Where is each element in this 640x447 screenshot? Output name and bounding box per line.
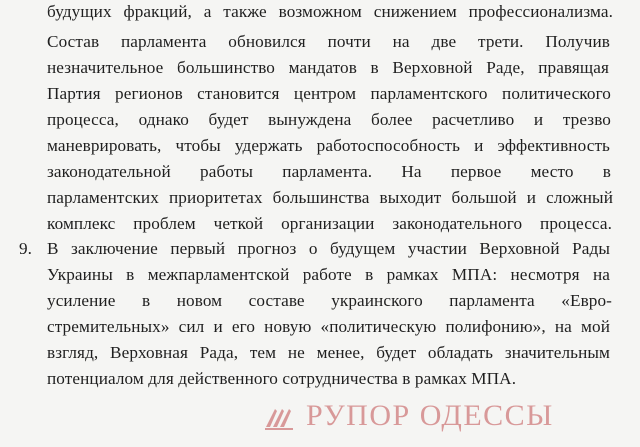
text-line: Украины в межпарламентской работе в рамках МПА: несмотря на [47, 265, 610, 284]
text-line: В заключение первый прогноз о будущем участии Верховной Рады [47, 239, 610, 258]
text-line: маневрировать, чтобы удержать работоспособность и эффективность [47, 136, 610, 155]
text-line: усиление в новом составе украинского парламента «Евро- [47, 291, 612, 310]
text-line: взгляд, Верховная Рада, тем не менее, будет обладать значительным [47, 343, 610, 362]
text-line: комплекс проблем четкой организации законодательного процесса. [47, 214, 612, 233]
text-line: будущих фракций, а также возможном снижением профессионализма. [47, 2, 613, 21]
list-item-number: 9. [19, 239, 32, 258]
watermark [262, 396, 632, 436]
text-line: Партия регионов становится центром парламентского политического [47, 84, 611, 103]
text-line: законодательной работы парламента. На первое место в [47, 162, 611, 181]
watermark-text: РУПОР ОДЕССЫ [306, 399, 554, 432]
text-line: стремительных» сил и его новую «политическую полифонию», на мой [47, 317, 610, 336]
text-line: незначительное большинство мандатов в Верховной Раде, правящая [47, 58, 609, 77]
text-line: потенциалом для действенного сотрудничества в рамках МПА. [47, 369, 517, 388]
text-line: парламентских приоритетах большинства выходит большой и сложный [47, 188, 613, 207]
rupor-logo-icon [262, 399, 296, 433]
text-line: процесса, однако будет вынуждена более расчетливо и трезво [47, 110, 611, 129]
text-line: Состав парламента обновился почти на две трети. Получив [47, 32, 610, 51]
